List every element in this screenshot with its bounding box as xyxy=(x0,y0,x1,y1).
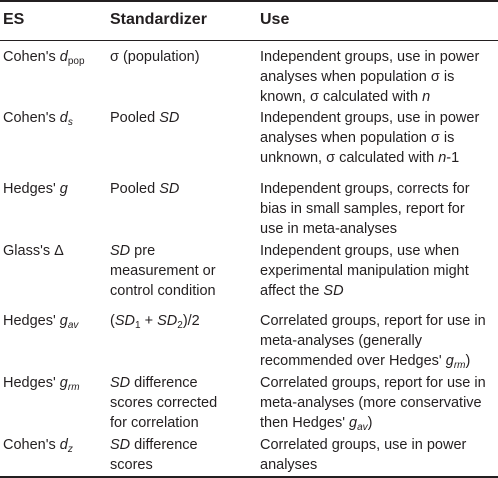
es-cell: Hedges' g xyxy=(3,181,68,197)
header-row xyxy=(0,0,498,40)
standardizer-cell: σ (population) xyxy=(110,49,200,65)
standardizer-cell: $(SD_1 + SD_2)/2$ xyxy=(110,313,200,331)
use-cell: Correlated groups, report for use in meta-analyses (generally recommended over Hedges' $g_{rm}$) xyxy=(260,313,486,371)
es-cell: Hedges' $g_{rm}$ xyxy=(3,375,80,393)
header-use: Use xyxy=(260,11,290,28)
standardizer-cell: SD pre measurement or control condition xyxy=(110,243,216,299)
use-cell: Independent groups, use in power analyses when population σ is known, σ calculated with n xyxy=(260,49,480,105)
use-cell: Correlated groups, report for use in meta-analyses (more conservative then Hedges' $g_{av}$) xyxy=(260,375,486,433)
standardizer-cell: SD difference scores xyxy=(110,437,198,473)
es-cell: Cohen's $d_s$ xyxy=(3,110,73,128)
es-cell: Hedges' $g_{av}$ xyxy=(3,313,79,331)
header-es: ES xyxy=(3,11,25,28)
es-cell: Cohen's $d_{pop}$ xyxy=(3,49,85,67)
standardizer-cell: Pooled SD xyxy=(110,181,180,197)
standardizer-cell: SD difference scores corrected for correlation xyxy=(110,375,218,431)
standardizer-cell: Pooled SD xyxy=(110,110,180,126)
es-cell: Cohen's $d_z$ xyxy=(3,437,73,455)
header-rule xyxy=(0,40,498,41)
use-cell: Independent groups, use in power analyses when population σ is unknown, σ calculated with n-1 xyxy=(260,110,480,166)
use-cell: Independent groups, corrects for bias in small samples, report for use in meta-analyses xyxy=(260,181,470,237)
use-cell: Correlated groups, use in power analyses xyxy=(260,437,467,473)
use-cell: Independent groups, use when experimental manipulation might affect the SD xyxy=(260,243,469,299)
es-cell: Glass's Δ xyxy=(3,243,64,259)
header-standardizer: Standardizer xyxy=(110,11,207,28)
